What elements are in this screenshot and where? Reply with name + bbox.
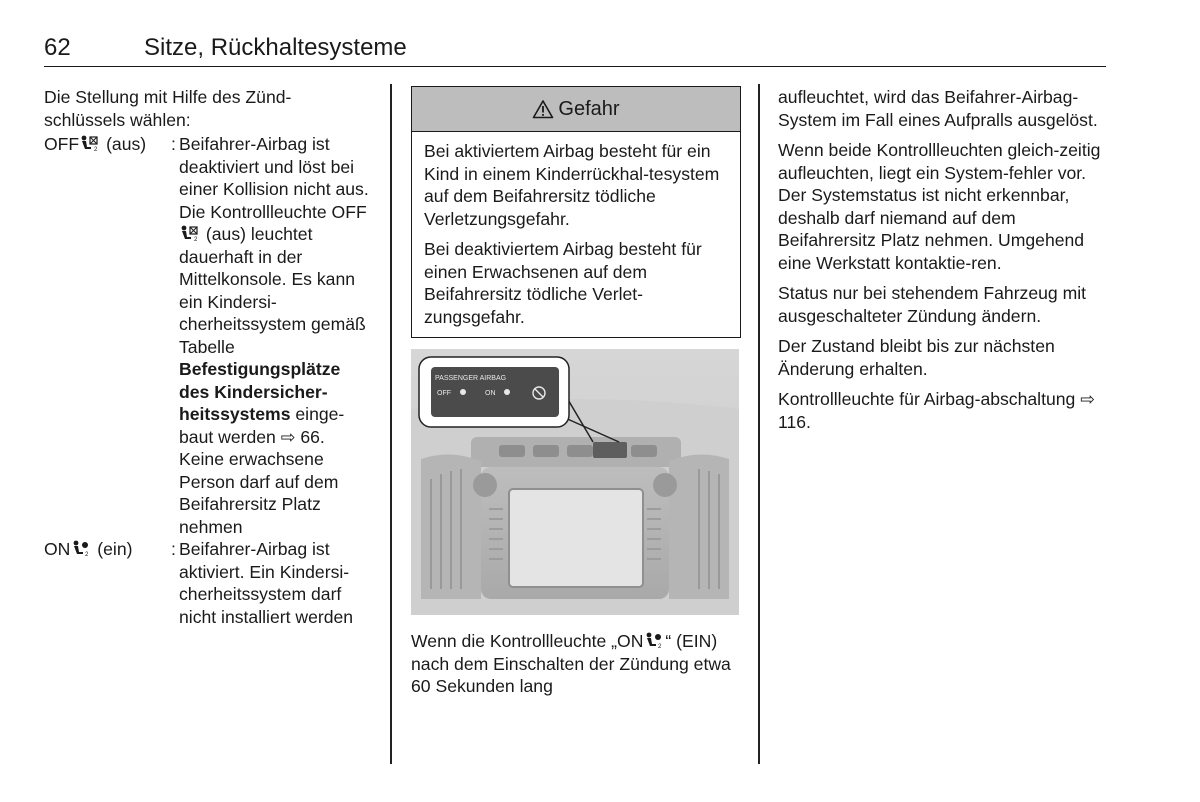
warning-header: [412, 87, 740, 132]
airbag-on-icon: [643, 631, 665, 649]
center-console-photo: [411, 349, 739, 615]
airbag-off-icon: [179, 224, 201, 242]
warning-title: Gefahr: [558, 97, 620, 120]
off-definition: OFF 2 (aus) : Beifahrer-Airbag ist deaktiviert und löst bei einer Kollision nicht aus. Die Kontrollleuchte OFF 2 (aus) leuchtet dauerhaft in der Mittelkonsole. Es kann ein Kindersi-cherheitssystem gemäß Tabelle Befestigungsplätze des Kindersicher-heitssystems einge-baut werden ⇨ 66. Keine erwachsene Person darf auf dem Beifahrersitz Platz nehmen: [44, 133, 374, 538]
intro-text: Die Stellung mit Hilfe des Zünd-schlüssels wählen:: [44, 87, 292, 130]
on-description: Beifahrer-Airbag ist aktiviert. Ein Kindersi-cherheitssystem darf nicht installiert werden: [179, 539, 354, 627]
on-term: ON 2 (ein): [44, 539, 133, 559]
page-header: [44, 34, 1106, 67]
column-right: [778, 86, 1108, 441]
chapter-title: Sitze, Rückhaltesysteme: [144, 34, 407, 61]
column-divider-left: [390, 84, 392, 764]
on-definition: ON 2 (ein) : Beifahrer-Airbag ist aktiviert. Ein Kindersi-cherheitssystem darf nicht installiert werden: [44, 538, 374, 628]
svg-text:2: 2: [194, 237, 198, 242]
airbag-on-icon: [70, 539, 92, 557]
paragraph-4: Der Zustand bleibt bis zur nächsten Änderung erhalten.: [778, 336, 1055, 379]
paragraph-1: aufleuchtet, wird das Beifahrer-Airbag-System im Fall eines Aufpralls ausgelöst.: [778, 87, 1098, 130]
paragraph-3: Status nur bei stehendem Fahrzeug mit ausgeschalteter Zündung ändern.: [778, 283, 1087, 326]
page-number: 62: [44, 34, 71, 61]
paragraph-5: Kontrollleuchte für Airbag-abschaltung ⇨ 116.: [778, 389, 1095, 432]
column-divider-right: [758, 84, 760, 764]
warning-paragraph-1: Bei aktiviertem Airbag besteht für ein Kind in einem Kinderrückhal-tesystem auf dem Beifahrersitz tödliche Verletzungsgefahr.: [424, 141, 720, 229]
svg-text:2: 2: [94, 147, 98, 152]
danger-warning-box: [411, 86, 741, 338]
warning-paragraph-2: Bei deaktiviertem Airbag besteht für einen Erwachsenen auf dem Beifahrersitz tödliche Verlet-zungsgefahr.: [424, 239, 702, 327]
off-description: Beifahrer-Airbag ist deaktiviert und löst bei einer Kollision nicht aus. Die Kontrollleuchte OFF 2 (aus) leuchtet dauerhaft in der Mittelkonsole. Es kann ein Kindersi-cherheitssystem gemäß Tabelle Befestigungsplätze des Kindersicher-heitssystems einge-baut werden ⇨ 66. Keine erwachsene Person darf auf dem Beifahrersitz Platz nehmen: [179, 134, 369, 537]
svg-text:2: 2: [85, 552, 89, 557]
on-label: ON: [485, 390, 496, 397]
panel-label: PASSENGER AIRBAG: [435, 375, 507, 382]
svg-text:2: 2: [658, 644, 662, 649]
photo-caption: Wenn die Kontrollleuchte „ON 2 “ (EIN) nach dem Einschalten der Zündung etwa 60 Sekunden lang: [411, 631, 731, 696]
paragraph-2: Wenn beide Kontrollleuchten gleich-zeitig aufleuchten, liegt ein System-fehler vor. Der Systemstatus ist nicht erkennbar, deshalb darf niemand auf dem Beifahrersitz Platz nehmen. Umgehend eine Werkstatt kontaktie-ren.: [778, 140, 1101, 273]
airbag-on-icon: [504, 389, 510, 395]
table-reference: Befestigungsplätze des Kindersicher-heitssystems: [179, 359, 341, 424]
warning-body: [412, 132, 740, 328]
warning-triangle-icon: [532, 99, 554, 119]
airbag-off-icon: [460, 389, 466, 395]
off-term: OFF 2 (aus): [44, 134, 147, 154]
airbag-off-icon: [79, 134, 101, 152]
off-label: OFF: [437, 390, 451, 397]
column-left: [44, 86, 374, 628]
